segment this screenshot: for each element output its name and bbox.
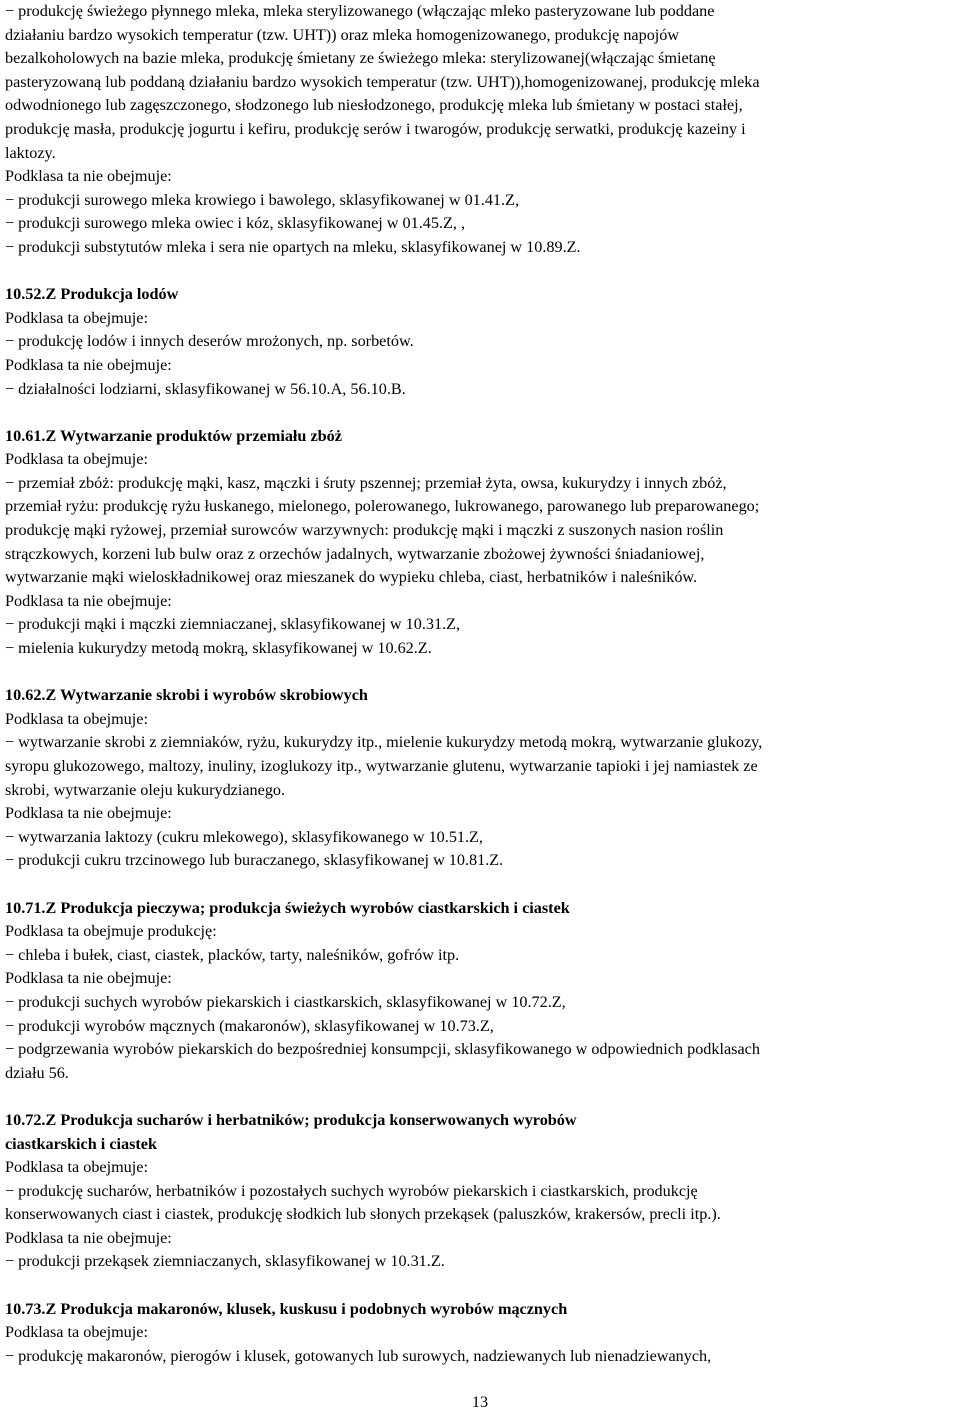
excludes-label: Podklasa ta nie obejmuje:	[5, 969, 172, 988]
section-block	[5, 1298, 957, 1369]
text-line: − produkcję świeżego płynnego mleka, mleka sterylizowanego (włączając mleko pasteryzowane lub poddane	[5, 2, 715, 20]
inclusion-line: − produkcję lodów i innych deserów mrożonych, np. sorbetów.	[5, 332, 414, 351]
section-heading: 10.62.Z Wytwarzanie skrobi i wyrobów skrobiowych	[5, 686, 368, 705]
inclusion-line: − chleba i bułek, ciast, ciastek, placków, tarty, naleśników, gofrów itp.	[5, 945, 460, 964]
exclusion-line: działu 56.	[5, 1063, 69, 1082]
exclusion-item: − produkcji substytutów mleka i sera nie opartych na mleku, sklasyfikowanej w 10.89.Z.	[5, 237, 581, 256]
text-line: pasteryzowaną lub poddaną działaniu bardzo wysokich temperatur (tzw. UHT)),homogenizowanej, produkcję mleka	[5, 72, 760, 91]
section-block	[5, 684, 957, 873]
exclusion-line: − mielenia kukurydzy metodą mokrą, sklasyfikowanej w 10.62.Z.	[5, 639, 432, 658]
section-heading: 10.72.Z Produkcja sucharów i herbatników; produkcja konserwowanych wyrobów	[5, 1110, 577, 1129]
exclusion-line: − produkcji mąki i mączki ziemniaczanej, sklasyfikowanej w 10.31.Z,	[5, 615, 461, 634]
exclusion-line: − wytwarzania laktozy (cukru mlekowego), sklasyfikowanego w 10.51.Z,	[5, 827, 483, 846]
exclusion-item: − produkcji surowego mleka krowiego i bawolego, sklasyfikowanej w 01.41.Z,	[5, 190, 519, 209]
inclusion-line: − wytwarzanie skrobi z ziemniaków, ryżu, kukurydzy itp., mielenie kukurydzy metodą mokrą, wytwarzanie glukozy,	[5, 733, 763, 752]
inclusion-line: przemiał ryżu: produkcję ryżu łuskanego, mielonego, polerowanego, lukrowanego, parowanego lub preparowanego;	[5, 497, 760, 516]
inclusion-line: wytwarzanie mąki wieloskładnikowej oraz mieszanek do wypieku chleba, ciast, herbatników i naleśników.	[5, 568, 698, 587]
text-line: odwodnionego lub zagęszczonego, słodzonego lub niesłodzonego, produkcję mleka lub śmietany w postaci stałej,	[5, 96, 743, 115]
inclusion-line: − produkcję makaronów, pierogów i klusek, gotowanych lub surowych, nadziewanych lub nienadziewanych,	[5, 1346, 712, 1365]
section-spacer	[5, 661, 957, 685]
section-heading: 10.73.Z Produkcja makaronów, klusek, kuskusu i podobnych wyrobów mącznych	[5, 1299, 568, 1318]
includes-label: Podklasa ta obejmuje:	[5, 450, 148, 469]
excludes-label: Podklasa ta nie obejmuje:	[5, 355, 172, 374]
section-heading: 10.61.Z Wytwarzanie produktów przemiału zbóż	[5, 426, 342, 445]
section-spacer	[5, 1274, 957, 1298]
exclusion-line: − działalności lodziarni, sklasyfikowanej w 56.10.A, 56.10.B.	[5, 379, 406, 398]
section-block	[5, 897, 957, 1086]
section-block	[5, 1109, 957, 1274]
page-number: 13	[471, 1393, 489, 1411]
section-heading: 10.71.Z Produkcja pieczywa; produkcja świeżych wyrobów ciastkarskich i ciastek	[5, 898, 570, 917]
text-line: laktozy.	[5, 143, 56, 162]
exclusion-line: − produkcji wyrobów mącznych (makaronów), sklasyfikowanej w 10.73.Z,	[5, 1016, 494, 1035]
section-block	[5, 425, 957, 661]
section-block	[5, 283, 957, 401]
includes-label: Podklasa ta obejmuje produkcję:	[5, 922, 217, 941]
section-heading: ciastkarskich i ciastek	[5, 1134, 157, 1153]
exclusion-line: − produkcji cukru trzcinowego lub buraczanego, sklasyfikowanej w 10.81.Z.	[5, 851, 504, 870]
inclusion-line: syropu glukozowego, maltozy, inuliny, izoglukozy itp., wytwarzanie glutenu, wytwarzanie tapioki i jej namiastek ze	[5, 757, 758, 775]
section-spacer	[5, 260, 957, 284]
section-heading: 10.52.Z Produkcja lodów	[5, 285, 179, 304]
text-line: produkcję masła, produkcję jogurtu i kefiru, produkcję serów i twarogów, produkcję serwatki, produkcję kazeiny i	[5, 119, 746, 138]
excludes-label: Podklasa ta nie obejmuje:	[5, 804, 172, 823]
excludes-label: Podklasa ta nie obejmuje:	[5, 167, 172, 186]
section-spacer	[5, 401, 957, 425]
exclusion-line: − produkcji przekąsek ziemniaczanych, sklasyfikowanej w 10.31.Z.	[5, 1252, 445, 1271]
inclusion-line: − przemiał zbóż: produkcję mąki, kasz, mączki i śruty pszennej; przemiał żyta, owsa, kukurydzy i innych zbóż,	[5, 473, 727, 492]
excludes-label: Podklasa ta nie obejmuje:	[5, 1228, 172, 1247]
includes-label: Podklasa ta obejmuje:	[5, 709, 148, 728]
excludes-label: Podklasa ta nie obejmuje:	[5, 591, 172, 610]
inclusion-line: strączkowych, korzeni lub bulw oraz z orzechów jadalnych, wytwarzanie zbożowej żywności śniadaniowej,	[5, 544, 705, 563]
section-spacer	[5, 1085, 957, 1109]
sections-container	[5, 260, 957, 1369]
inclusion-line: konserwowanych ciast i ciastek, produkcję słodkich lub słonych przekąsek (paluszków, krakersów, precli itp.).	[5, 1205, 721, 1224]
exclusion-line: − podgrzewania wyrobów piekarskich do bezpośredniej konsumpcji, sklasyfikowanego w odpowiednich podklasach	[5, 1040, 760, 1059]
text-line: działaniu bardzo wysokich temperatur (tzw. UHT)) oraz mleka homogenizowanego, produkcję napojów	[5, 25, 680, 44]
exclusion-line: − produkcji suchych wyrobów piekarskich i ciastkarskich, sklasyfikowanej w 10.72.Z,	[5, 992, 566, 1011]
text-line: bezalkoholowych na bazie mleka, produkcję śmietany ze świeżego mleka: sterylizowanej(włączając śmietanę	[5, 49, 716, 68]
exclusion-item: − produkcji surowego mleka owiec i kóz, sklasyfikowanej w 01.45.Z, ,	[5, 214, 466, 233]
includes-label: Podklasa ta obejmuje:	[5, 308, 148, 327]
section-spacer	[5, 873, 957, 897]
inclusion-line: − produkcję sucharów, herbatników i pozostałych suchych wyrobów piekarskich i ciastkarskich, produkcję	[5, 1181, 698, 1200]
document-page	[5, 0, 957, 1368]
inclusion-line: produkcję mąki ryżowej, przemiał surowców warzywnych: produkcję mąki i mączki z suszonych nasion roślin	[5, 521, 724, 540]
includes-label: Podklasa ta obejmuje:	[5, 1158, 148, 1177]
intro-paragraph	[5, 0, 957, 260]
includes-label: Podklasa ta obejmuje:	[5, 1323, 148, 1342]
inclusion-line: skrobi, wytwarzanie oleju kukurydzianego.	[5, 780, 286, 799]
